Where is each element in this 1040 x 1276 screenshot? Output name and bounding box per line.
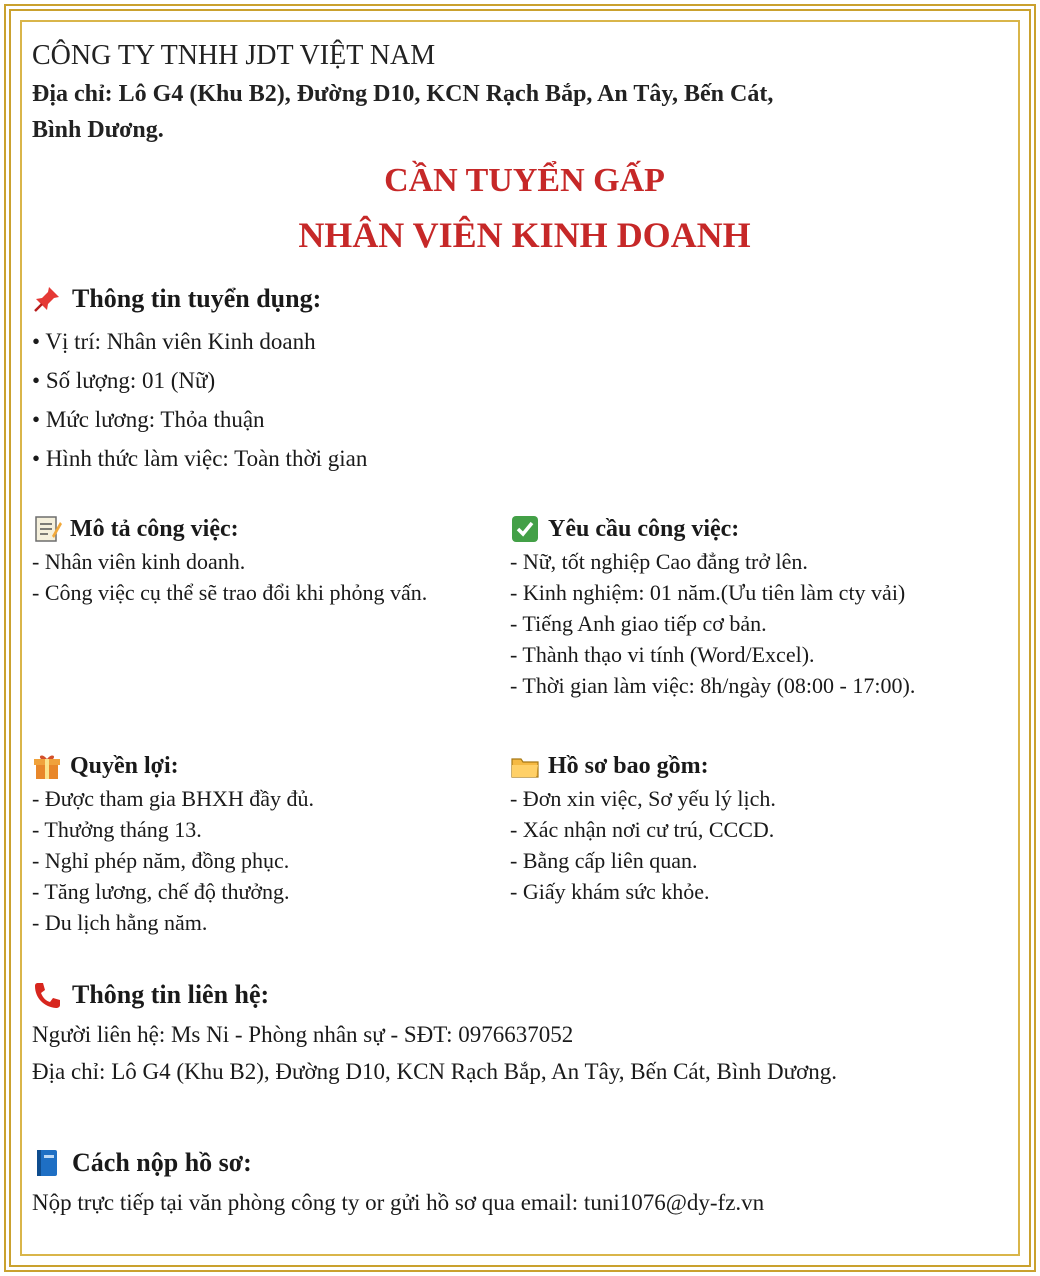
headline-position: NHÂN VIÊN KINH DOANH: [298, 215, 751, 255]
recruit-item-quantity: • Số lượng: 01 (Nữ): [32, 361, 1017, 400]
company-name: CÔNG TY TNHH JDT VIỆT NAM: [32, 40, 436, 71]
requirements-section: [510, 512, 1017, 701]
benefit-line: - Nghỉ phép năm, đồng phục.: [32, 848, 290, 873]
check-box-icon: [510, 514, 540, 544]
document-line: - Giấy khám sức khỏe.: [510, 879, 710, 904]
document-line: - Bằng cấp liên quan.: [510, 848, 698, 873]
apply-title: Cách nộp hồ sơ:: [72, 1148, 252, 1177]
details-grid-bottom: [32, 749, 1017, 938]
job-desc-list: [32, 546, 510, 608]
job-desc-line: - Công việc cụ thể sẽ trao đổi khi phỏng vấn.: [32, 580, 428, 605]
requirement-line: - Kinh nghiệm: 01 năm.(Ưu tiên làm cty vải): [510, 580, 906, 605]
requirements-title: Yêu cầu công việc:: [548, 516, 740, 542]
requirements-heading: [510, 512, 1017, 546]
document-line: - Đơn xin việc, Sơ yếu lý lịch.: [510, 786, 776, 811]
benefit-line: - Thưởng tháng 13.: [32, 817, 202, 842]
contact-person: Người liên hệ: Ms Ni - Phòng nhân sự - SĐT: 0976637052: [32, 1022, 574, 1047]
recruit-info-heading: [32, 284, 1017, 314]
documents-heading: [510, 749, 1017, 783]
requirement-line: - Nữ, tốt nghiệp Cao đẳng trở lên.: [510, 549, 808, 574]
documents-title: Hồ sơ bao gồm:: [548, 753, 709, 779]
phone-icon: [32, 980, 62, 1010]
job-desc-heading: [32, 512, 510, 546]
benefits-heading: [32, 749, 510, 783]
gift-icon: [32, 751, 62, 781]
book-icon: [32, 1148, 62, 1178]
benefit-line: - Du lịch hằng năm.: [32, 910, 208, 935]
job-desc-line: - Nhân viên kinh doanh.: [32, 549, 246, 574]
contact-address: Địa chỉ: Lô G4 (Khu B2), Đường D10, KCN Rạch Bắp, An Tây, Bến Cát, Bình Dương.: [32, 1059, 837, 1084]
job-desc-section: [32, 512, 510, 701]
contact-heading: [32, 980, 1017, 1010]
contact-title: Thông tin liên hệ:: [72, 980, 270, 1009]
benefit-line: - Tăng lương, chế độ thưởng.: [32, 879, 290, 904]
folder-icon: [510, 751, 540, 781]
apply-instructions: Nộp trực tiếp tại văn phòng công ty or gửi hồ sơ qua email: tuni1076@dy-fz.vn: [32, 1190, 765, 1215]
benefits-list: [32, 783, 510, 938]
requirements-list: [510, 546, 1017, 701]
recruit-item-work-type: • Hình thức làm việc: Toàn thời gian: [32, 439, 1017, 478]
requirement-line: - Thành thạo vi tính (Word/Excel).: [510, 642, 815, 667]
requirement-line: - Tiếng Anh giao tiếp cơ bản.: [510, 611, 767, 636]
memo-icon: [32, 514, 62, 544]
details-grid-top: [32, 512, 1017, 701]
benefit-line: - Được tham gia BHXH đầy đủ.: [32, 786, 315, 811]
benefits-title: Quyền lợi:: [70, 753, 179, 779]
job-posting: [32, 36, 1017, 1221]
job-desc-title: Mô tả công việc:: [70, 516, 239, 542]
documents-section: [510, 749, 1017, 938]
company-address-line-2: Bình Dương.: [32, 117, 164, 143]
documents-list: [510, 783, 1017, 907]
company-address-line-1: Địa chỉ: Lô G4 (Khu B2), Đường D10, KCN Rạch Bắp, An Tây, Bến Cát,: [32, 81, 774, 107]
recruit-info-title: Thông tin tuyển dụng:: [72, 284, 322, 313]
document-line: - Xác nhận nơi cư trú, CCCD.: [510, 817, 775, 842]
requirement-line: - Thời gian làm việc: 8h/ngày (08:00 - 17:00).: [510, 673, 916, 698]
pushpin-icon: [32, 284, 62, 314]
recruit-item-position: • Vị trí: Nhân viên Kinh doanh: [32, 322, 1017, 361]
recruit-info-list: [32, 322, 1017, 478]
benefits-section: [32, 749, 510, 938]
apply-heading: [32, 1148, 1017, 1178]
recruit-item-salary: • Mức lương: Thỏa thuận: [32, 400, 1017, 439]
headline-urgent: CẦN TUYỂN GẤP: [384, 162, 665, 199]
